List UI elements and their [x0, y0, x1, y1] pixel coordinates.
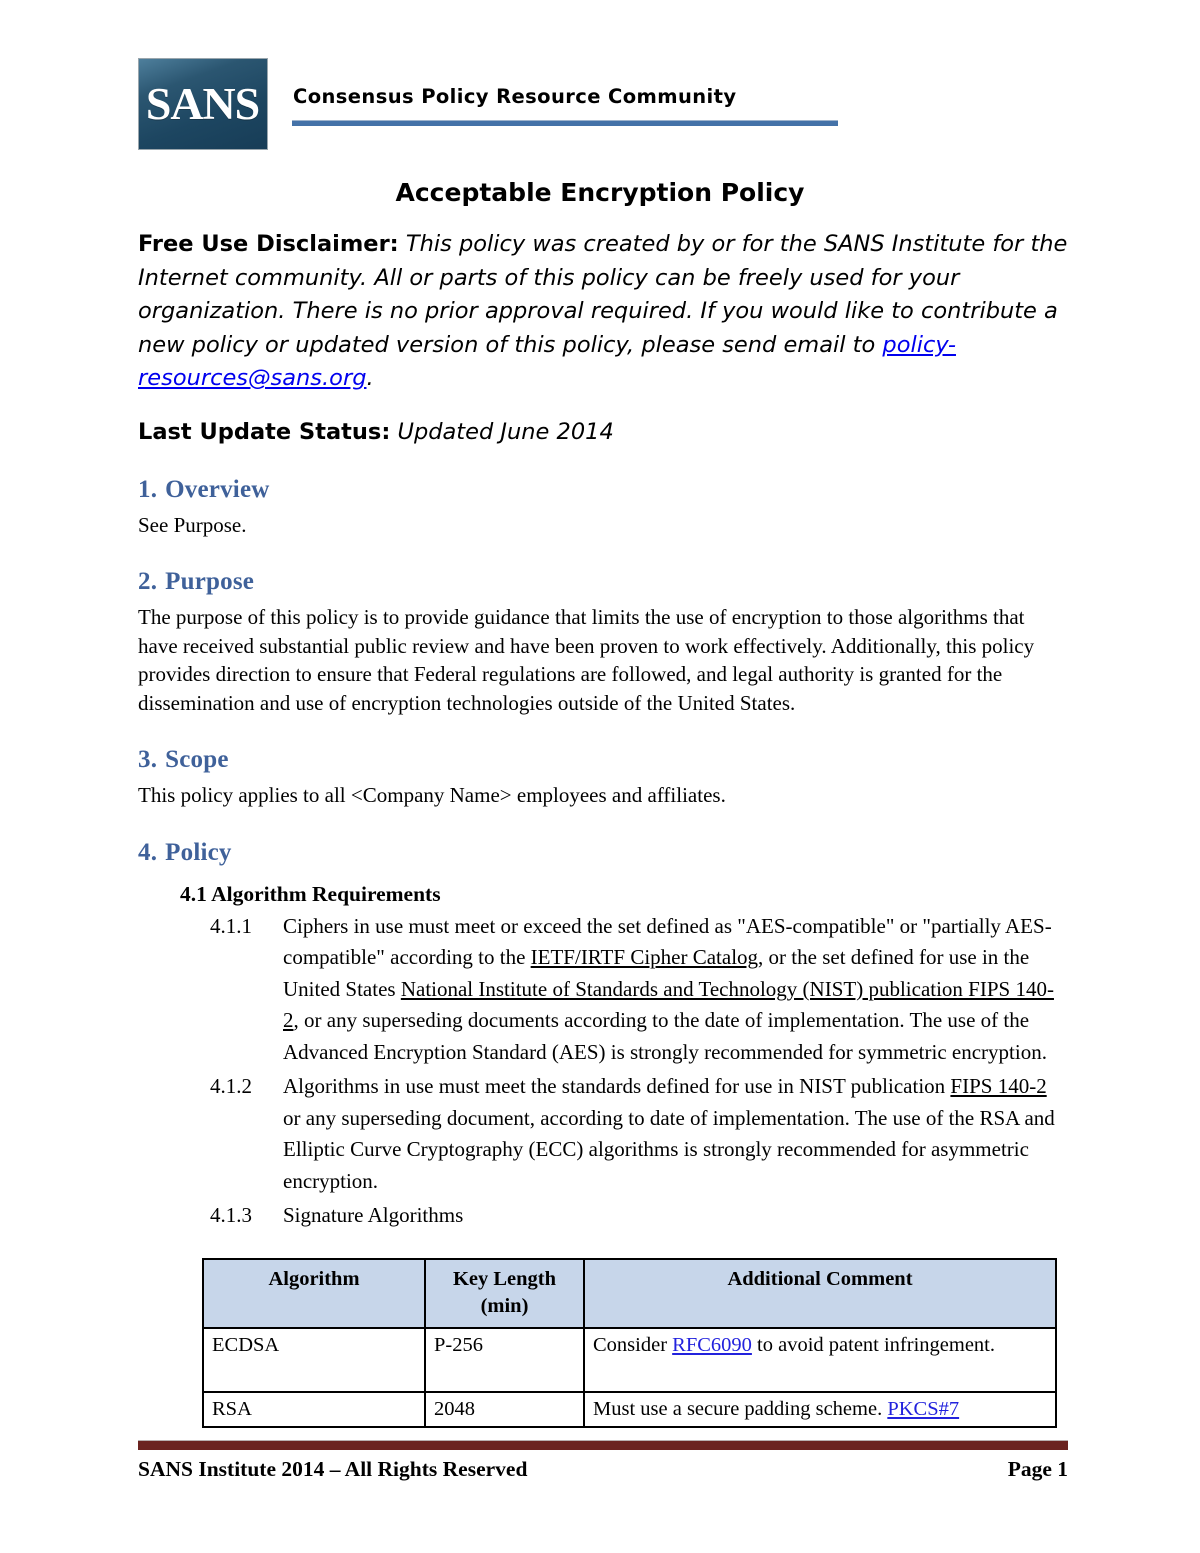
disclaimer-label: Free Use Disclaimer: — [138, 231, 399, 257]
table-row — [203, 1392, 1056, 1427]
document-body — [138, 228, 1068, 1232]
disclaimer-text-after: . — [366, 365, 374, 391]
clause-number-4-1-3: 4.1.3 — [210, 1203, 252, 1227]
subsection-title: Algorithm Requirements — [211, 881, 441, 906]
cell-key-length-rsa: 2048 — [425, 1392, 584, 1427]
subsection-number: 4.1 — [180, 881, 207, 906]
footer-copyright: SANS Institute 2014 – All Rights Reserved — [138, 1457, 528, 1481]
last-update-value: Updated June 2014 — [390, 418, 614, 445]
clause-4-1-1-part2: , or the set defined for use in the United States — [283, 945, 1030, 1001]
cell-comment-ecdsa-before: Consider — [593, 1334, 673, 1356]
clause-4-1-3 — [138, 1200, 1068, 1232]
page-title: Acceptable Encryption Policy — [395, 178, 805, 207]
section-body-purpose: The purpose of this policy is to provide guidance that limits the use of encryption to those algorithms that have received substantial public review and have been proven to work effectively. Additionally, this policy provides direction to ensure that Federal regulations are followed, and legal authority is granted for the dissemination and use of encryption technologies outside of the United States. — [138, 605, 1035, 715]
disclaimer-text-before: This policy was created by or for the SANS Institute for the Internet community. All or parts of this policy can be freely used for your organization. There is no prior approval required. If you would like to contribute a new policy or updated version of this policy, please send email to — [138, 231, 1068, 358]
page-footer — [138, 1457, 1068, 1482]
sans-logo-text: SANS — [146, 78, 260, 129]
cell-comment-rsa — [584, 1392, 1056, 1427]
section-body-scope: This policy applies to all <Company Name> employees and affiliates. — [138, 783, 726, 807]
header-divider — [292, 120, 838, 126]
fips-140-2-link[interactable]: FIPS 140-2 — [950, 1074, 1047, 1098]
last-update-status — [138, 417, 1068, 447]
clause-4-1-2 — [138, 1071, 1068, 1197]
column-header-key-length-line2: (min) — [480, 1295, 529, 1317]
section-number-3: 3. — [138, 746, 158, 773]
last-update-label: Last Update Status: — [138, 418, 391, 445]
cell-comment-ecdsa — [584, 1328, 1056, 1392]
section-heading-overview — [138, 475, 1068, 505]
page-header — [138, 58, 1068, 158]
clause-number-4-1-1: 4.1.1 — [210, 913, 252, 938]
cell-key-length-ecdsa: P-256 — [425, 1328, 584, 1392]
rfc6090-link[interactable]: RFC6090 — [672, 1334, 752, 1356]
free-use-disclaimer — [138, 228, 1068, 396]
policy-resources-email-link[interactable]: policy-resources@sans.org — [138, 331, 956, 391]
nist-fips-140-2-link[interactable]: National Institute of Standards and Technology (NIST) publication FIPS 140-2 — [283, 976, 1054, 1032]
clause-4-1-1 — [138, 911, 1068, 1069]
footer-divider — [138, 1440, 1068, 1450]
column-header-algorithm: Algorithm — [203, 1259, 425, 1328]
banner-title: Consensus Policy Resource Community — [293, 85, 737, 108]
section-number-4: 4. — [138, 838, 158, 866]
section-title-3: Scope — [165, 746, 229, 773]
section-heading-purpose — [138, 567, 1068, 597]
section-heading-policy — [138, 838, 1068, 868]
cell-algorithm-ecdsa: ECDSA — [203, 1328, 425, 1392]
cell-comment-ecdsa-after: to avoid patent infringement. — [751, 1334, 995, 1356]
section-body-overview: See Purpose. — [138, 512, 247, 537]
clause-4-1-1-part3: , or any superseding documents according to the date of implementation. The use of the Advanced Encryption Standard (AES) is strongly recommended for symmetric encryption. — [283, 1008, 1047, 1064]
clause-4-1-1-part1: Ciphers in use must meet or exceed the set defined as "AES-compatible" or "partially AES-compatible" according to the — [283, 913, 1052, 969]
column-header-additional-comment: Additional Comment — [584, 1259, 1056, 1328]
section-number-1: 1. — [138, 475, 158, 503]
section-title-4: Policy — [165, 838, 232, 866]
sans-logo — [138, 58, 268, 150]
table-row — [203, 1328, 1056, 1392]
section-title-2: Purpose — [165, 568, 255, 595]
section-heading-scope — [138, 745, 1068, 775]
column-header-key-length-line1: Key Length — [452, 1268, 557, 1290]
section-title-1: Overview — [165, 475, 270, 503]
footer-page-number: Page 1 — [1007, 1457, 1068, 1481]
subsection-heading-algorithm-requirements — [138, 880, 1068, 908]
column-header-key-length — [425, 1259, 584, 1328]
clause-4-1-3-part1: Signature Algorithms — [283, 1203, 464, 1227]
cell-algorithm-rsa: RSA — [203, 1392, 425, 1427]
clause-4-1-2-part2: or any superseding document, according to date of implementation. The use of the RSA and Elliptic Curve Cryptography (ECC) algorithms is strongly recommended for asymmetric encryption. — [283, 1105, 1055, 1193]
cell-comment-rsa-before: Must use a secure padding scheme. — [593, 1398, 888, 1420]
ietf-irtf-cipher-catalog-link[interactable]: IETF/IRTF Cipher Catalog — [530, 945, 759, 969]
pkcs7-link[interactable]: PKCS#7 — [887, 1398, 960, 1420]
clause-number-4-1-2: 4.1.2 — [210, 1074, 252, 1098]
clause-4-1-2-part1: Algorithms in use must meet the standards defined for use in NIST publication — [283, 1074, 951, 1098]
signature-algorithms-table — [202, 1258, 1057, 1428]
section-number-2: 2. — [138, 568, 158, 595]
table-header-row — [203, 1259, 1056, 1328]
